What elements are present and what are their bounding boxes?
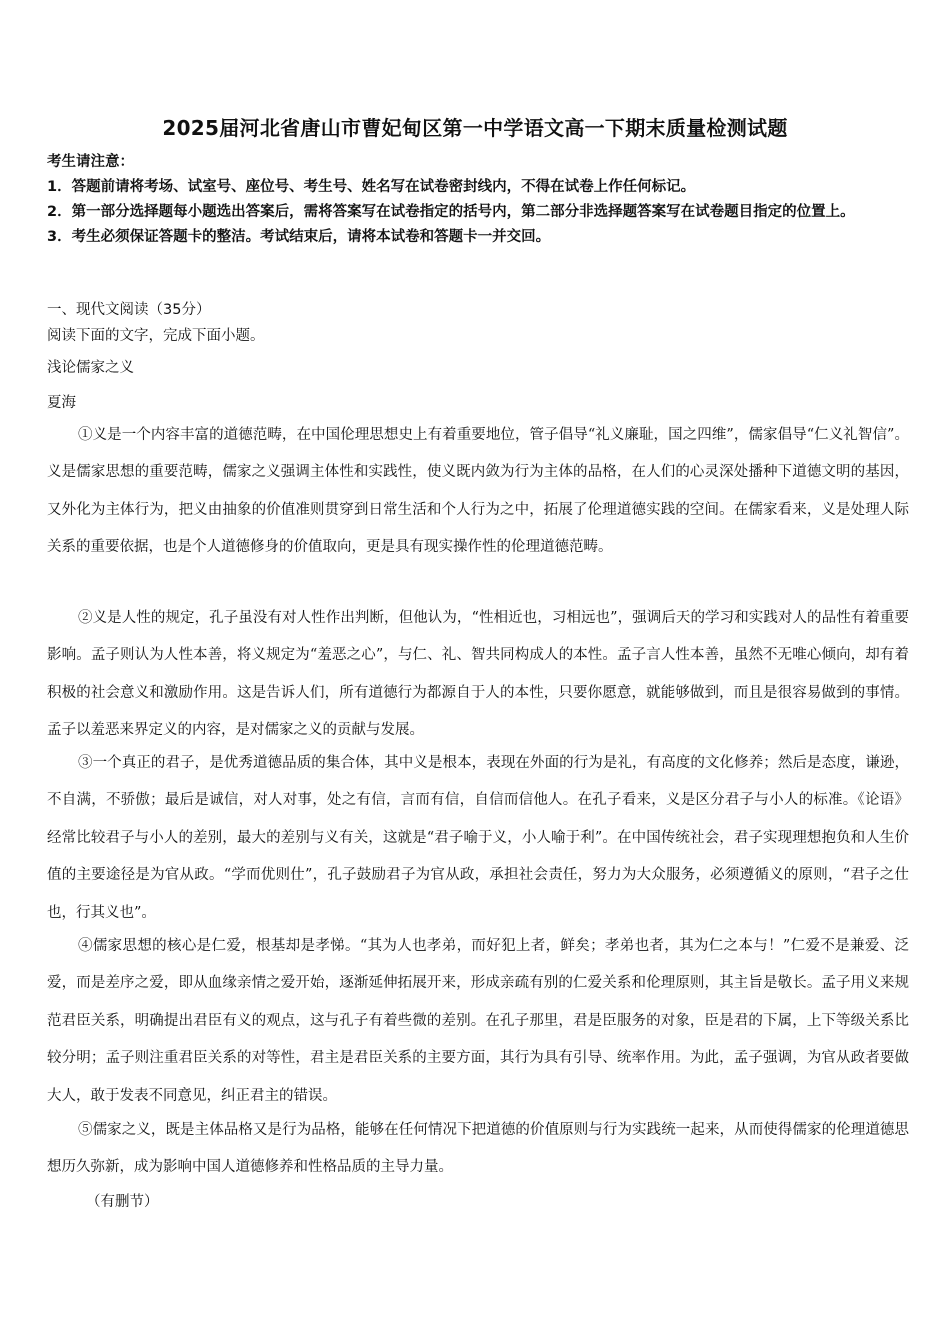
article-author: 夏海	[47, 395, 76, 411]
notice-item-1: 1．答题前请将考场、试室号、座位号、考生号、姓名写在试卷密封线内，不得在试卷上作任何标记。	[47, 179, 696, 195]
exam-title: 2025届河北省唐山市曹妃甸区第一中学语文高一下期末质量检测试题	[162, 116, 788, 140]
paragraph-4: ④儒家思想的核心是仁爱，根基却是孝悌。“其为人也孝弟，而好犯上者，鲜矣；孝弟也者，其为仁之本与！”仁爱不是兼爱、泛爱，而是差序之爱，即从血缘亲情之爱开始，逐渐延伸拓展开来，形成亲疏有别的仁爱关系和伦理原则，其主旨是敬长。孟子用义来规范君臣关系，明确提出君臣有义的观点，这与孔子有着些微的差别。在孔子那里，君是臣服务的对象，臣是君的下属，上下等级关系比较分明；孟子则注重君臣关系的对等性，君主是君臣关系的主要方面，其行为具有引导、统率作用。为此，孟子强调，为官从政者要做大人，敢于发表不同意见，纠正君主的错误。	[47, 938, 909, 1104]
candidate-notice	[47, 150, 907, 250]
notice-item-2: 2．第一部分选择题每小题选出答案后，需将答案写在试卷指定的括号内，第二部分非选择题答案写在试卷题目指定的位置上。	[47, 204, 855, 220]
article-title: 浅论儒家之义	[47, 360, 134, 376]
paragraph-2: ②义是人性的规定，孔子虽没有对人性作出判断，但他认为，“性相近也，习相远也”，强调后天的学习和实践对人的品性有着重要影响。孟子则认为人性本善，将义规定为“羞恶之心”，与仁、礼、智共同构成人的本性。孟子言人性本善，虽然不无唯心倾向，却有着积极的社会意义和激励作用。这是告诉人们，所有道德行为都源自于人的本性，只要你愿意，就能够做到，而且是很容易做到的事情。孟子以羞恶来界定义的内容，是对儒家之义的贡献与发展。	[47, 610, 909, 739]
section-instruction: 阅读下面的文字，完成下面小题。	[47, 328, 265, 344]
notice-item-3: 3．考生必须保证答题卡的整洁。考试结束后，请将本试卷和答题卡一并交回。	[47, 229, 551, 245]
notice-heading: 考生请注意：	[47, 154, 134, 170]
paragraph-1: ①义是一个内容丰富的道德范畴，在中国伦理思想史上有着重要地位，管子倡导“礼义廉耻，国之四维”，儒家倡导“仁义礼智信”。义是儒家思想的重要范畴，儒家之义强调主体性和实践性，使义既内敛为行为主体的品格，在人们的心灵深处播种下道德文明的基因，又外化为主体行为，把义由抽象的价值准则贯穿到日常生活和个人行为之中，拓展了伦理道德实践的空间。在儒家看来，义是处理人际关系的重要依据，也是个人道德修身的价值取向，更是具有现实操作性的伦理道德范畴。	[47, 427, 909, 556]
section-heading: 一、现代文阅读（35分）	[47, 302, 211, 318]
paragraph-3: ③一个真正的君子，是优秀道德品质的集合体，其中义是根本，表现在外面的行为是礼，有高度的文化修养；然后是态度，谦逊，不自满，不骄傲；最后是诚信，对人对事，处之有信，言而有信，自信而信他人。在孔子看来，义是区分君子与小人的标准。《论语》经常比较君子与小人的差别，最大的差别与义有关，这就是“君子喻于义，小人喻于利”。在中国传统社会，君子实现理想抱负和人生价值的主要途径是为官从政。“学而优则仕”，孔子鼓励君子为官从政，承担社会责任，努力为大众服务，必须遵循义的原则，“君子之仕也，行其义也”。	[47, 755, 909, 921]
section-heading-block	[47, 297, 907, 349]
paragraph-5: ⑤儒家之义，既是主体品格又是行为品格，能够在任何情况下把道德的价值原则与行为实践统一起来，从而使得儒家的伦理道德思想历久弥新，成为影响中国人道德修养和性格品质的主导力量。	[47, 1122, 909, 1176]
abridged-note: （有删节）	[86, 1194, 159, 1210]
